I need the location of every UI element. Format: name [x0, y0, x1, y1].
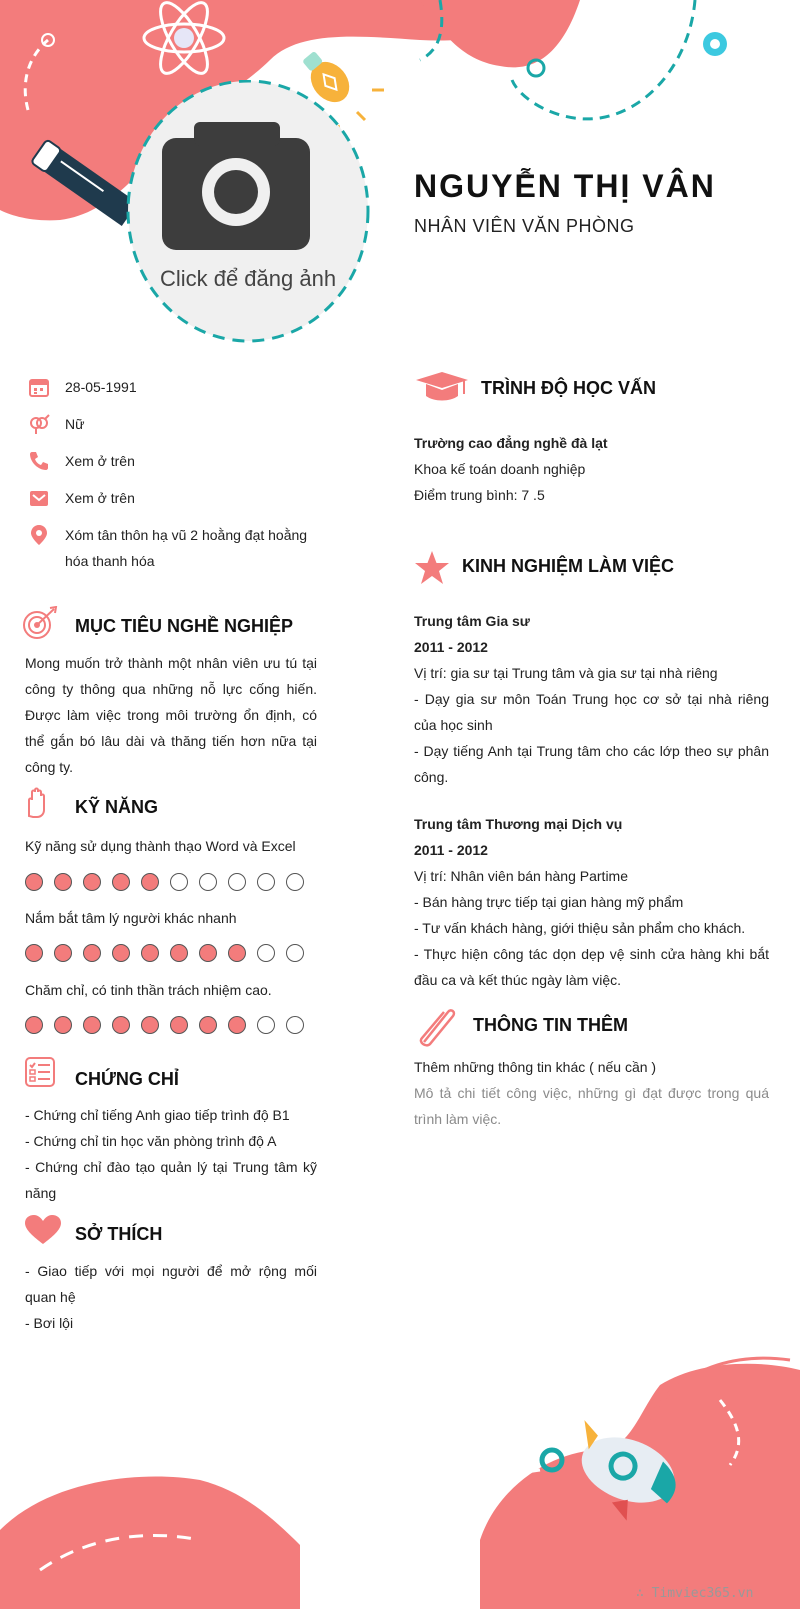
skill-rating — [25, 1016, 325, 1038]
rating-dot-empty — [286, 873, 304, 891]
work-years: 2011 - 2012 — [414, 842, 488, 858]
experience-line: Vị trí: Nhân viên bán hàng Partime — [414, 868, 629, 884]
certificate-item: - Chứng chỉ đào tạo quản lý tại Trung tâm kỹ năng — [25, 1159, 317, 1201]
experience-line: - Dạy tiếng Anh tại Trung tâm cho các lớp theo sự phân công. — [414, 743, 769, 785]
rating-dot-empty — [286, 1016, 304, 1034]
certificates-title: CHỨNG CHỈ — [75, 1069, 179, 1089]
bottom-decoration — [0, 1330, 800, 1609]
paperclip-icon — [414, 1004, 458, 1048]
certificate-item: - Chứng chỉ tiếng Anh giao tiếp trình độ B1 — [25, 1107, 290, 1123]
rating-dot-filled — [112, 873, 130, 891]
rating-dot-filled — [141, 873, 159, 891]
rating-dot-empty — [199, 873, 217, 891]
education-title: TRÌNH ĐỘ HỌC VẤN — [481, 378, 656, 398]
address-value: Xóm tân thôn hạ vũ 2 hoằng đạt hoằng hóa thanh hóa — [65, 527, 308, 569]
experience-line: - Dạy gia sư môn Toán Trung học cơ sở tại nhà riêng của học sinh — [414, 691, 769, 733]
rating-dot-filled — [25, 1016, 43, 1034]
location-pin-icon — [28, 524, 50, 546]
birthday-value: 28-05-1991 — [65, 379, 137, 395]
experience-item — [414, 608, 769, 790]
rating-dot-filled — [112, 944, 130, 962]
phone-icon — [28, 450, 50, 472]
skill-label: Kỹ năng sử dụng thành thạo Word và Excel — [25, 838, 296, 854]
calendar-icon — [28, 376, 50, 398]
additional-description: Mô tả chi tiết công việc, những gì đạt được trong quá trình làm việc. — [414, 1085, 769, 1127]
gender-value: Nữ — [65, 416, 85, 432]
rating-dot-empty — [170, 873, 188, 891]
rating-dot-filled — [170, 944, 188, 962]
gender-icon — [28, 413, 50, 435]
avatar-upload-label: Click để đăng ảnh — [159, 266, 337, 291]
rating-dot-filled — [83, 944, 101, 962]
rating-dot-filled — [141, 944, 159, 962]
rating-dot-filled — [228, 1016, 246, 1034]
email-icon — [28, 487, 50, 509]
target-icon — [22, 606, 58, 640]
skill-label: Nắm bắt tâm lý người khác nhanh — [25, 910, 237, 926]
heart-icon — [24, 1214, 62, 1246]
experience-line: - Tư vấn khách hàng, giới thiệu sản phẩm cho khách. — [414, 920, 746, 936]
gpa: Điểm trung bình: 7 .5 — [414, 487, 545, 503]
rating-dot-filled — [141, 1016, 159, 1034]
job-title: NHÂN VIÊN VĂN PHÒNG — [414, 216, 635, 236]
rating-dot-filled — [25, 944, 43, 962]
rating-dot-filled — [25, 873, 43, 891]
faculty: Khoa kế toán doanh nghiệp — [414, 461, 586, 477]
rating-dot-empty — [228, 873, 246, 891]
hobby-item: - Bơi lội — [25, 1315, 74, 1331]
rating-dot-empty — [257, 873, 275, 891]
experience-title: KINH NGHIỆM LÀM VIỆC — [462, 556, 675, 576]
skill-label: Chăm chỉ, có tinh thần trách nhiệm cao. — [25, 982, 272, 998]
certificate-item: - Chứng chỉ tin học văn phòng trình độ A — [25, 1133, 277, 1149]
rating-dot-empty — [257, 1016, 275, 1034]
experience-item — [414, 811, 769, 993]
rating-dot-filled — [228, 944, 246, 962]
skill-rating — [25, 873, 325, 895]
additional-title: THÔNG TIN THÊM — [473, 1015, 628, 1035]
rating-dot-filled — [83, 873, 101, 891]
candidate-name: NGUYỄN THỊ VÂN — [414, 168, 716, 204]
additional-line: Thêm những thông tin khác ( nếu cần ) — [414, 1059, 657, 1075]
rating-dot-filled — [83, 1016, 101, 1034]
experience-line: Vị trí: gia sư tại Trung tâm và gia sư tại nhà riêng — [414, 665, 718, 681]
education-details — [414, 430, 769, 508]
hand-icon — [24, 786, 50, 820]
objective-text: Mong muốn trở thành một nhân viên ưu tú tại công ty thông qua những nỗ lực cống hiến. Được làm việc trong môi trường ổn định, có thể gắn bó lâu dài và thăng tiến hơn nữa tại công ty. — [25, 655, 317, 775]
rating-dot-filled — [199, 944, 217, 962]
rating-dot-filled — [54, 1016, 72, 1034]
experience-line: - Thực hiện công tác dọn dẹp vệ sinh cửa hàng khi bắt đầu ca và kết thúc ngày làm việc. — [414, 946, 769, 988]
rating-dot-empty — [257, 944, 275, 962]
rating-dot-empty — [286, 944, 304, 962]
school-name: Trường cao đẳng nghề đà lạt — [414, 435, 608, 451]
skills-title: KỸ NĂNG — [75, 797, 159, 817]
email-value: Xem ở trên — [65, 490, 135, 506]
company-name: Trung tâm Thương mại Dịch vụ — [414, 816, 623, 832]
rating-dot-filled — [54, 873, 72, 891]
rating-dot-filled — [170, 1016, 188, 1034]
phone-value: Xem ở trên — [65, 453, 135, 469]
hobbies-list — [25, 1258, 317, 1336]
rating-dot-filled — [199, 1016, 217, 1034]
graduation-cap-icon — [414, 370, 470, 406]
experience-line: - Bán hàng trực tiếp tại gian hàng mỹ phẩm — [414, 894, 684, 910]
certificates-list — [25, 1102, 317, 1206]
avatar-upload[interactable] — [124, 80, 372, 348]
objective-title: MỤC TIÊU NGHỀ NGHIỆP — [75, 616, 294, 636]
additional-details — [414, 1054, 769, 1132]
company-name: Trung tâm Gia sư — [414, 613, 530, 629]
skill-rating — [25, 944, 325, 966]
camera-icon — [124, 80, 372, 348]
checklist-icon — [24, 1056, 56, 1088]
rating-dot-filled — [54, 944, 72, 962]
star-icon — [414, 550, 450, 586]
work-years: 2011 - 2012 — [414, 639, 488, 655]
hobby-item: - Giao tiếp với mọi người để mở rộng mối quan hệ — [25, 1263, 317, 1305]
hobbies-title: SỞ THÍCH — [75, 1224, 163, 1244]
rating-dot-filled — [112, 1016, 130, 1034]
watermark: ∴ Timviec365.vn — [636, 1586, 754, 1601]
